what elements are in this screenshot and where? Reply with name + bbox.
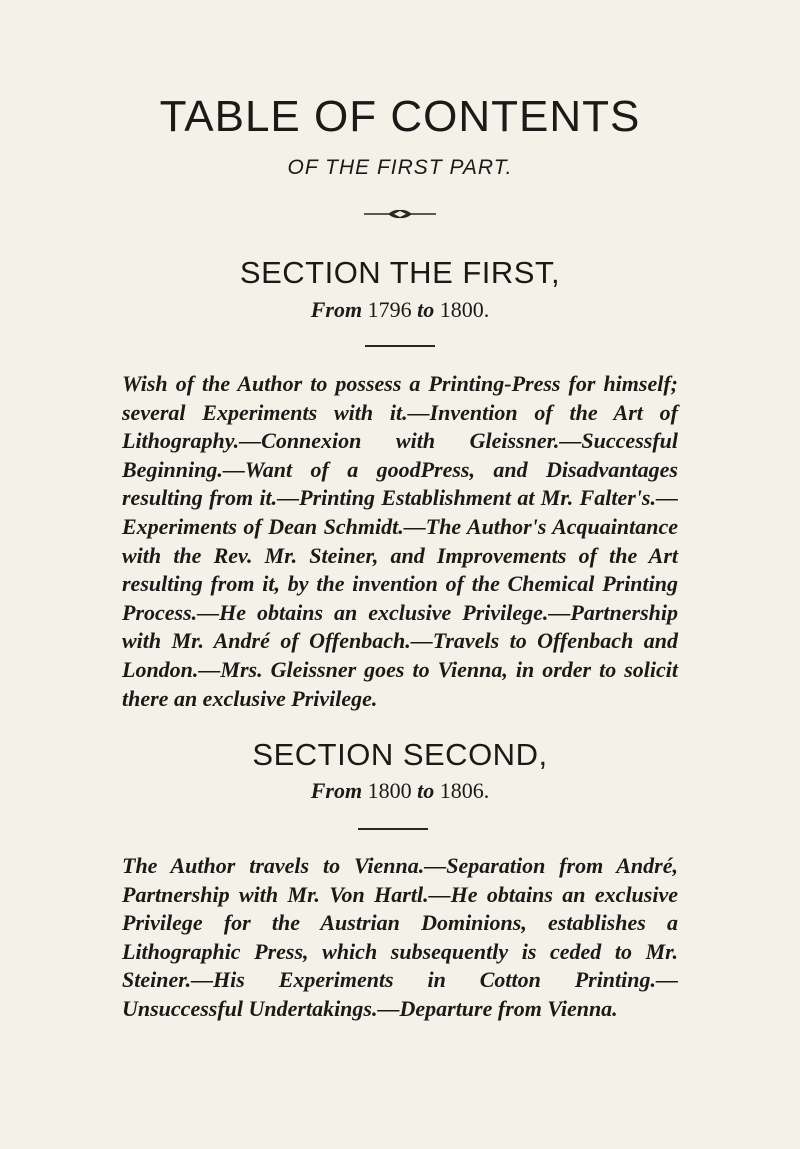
date-start: 1796	[367, 297, 412, 322]
page-title: TABLE OF CONTENTS	[159, 92, 641, 141]
section-summary-first: Wish of the Author to possess a Printing-Press for himself; several Experiments with it.—Invention of the Art of Lithography.—Connexion with Gleissner.—Successful Beginning.—Want of a goodPress, and Disadvantages resulting from it.—Printing Establishment at Mr. Falter's.—Experiments of Dean Schmidt.—The Author's Acquaintance with the Rev. Mr. Steiner, and Improvements of the Art resulting from it, by the invention of the Chemical Printing Process.—He obtains an exclusive Privilege.—Partnership with Mr. André of Offenbach.—Travels to Offenbach and London.—Mrs. Gleissner goes to Vienna, in order to solicit there an exclusive Privilege.	[122, 371, 678, 711]
date-end: 1806.	[439, 778, 490, 803]
page-subtitle: OF THE FIRST PART.	[287, 156, 513, 179]
date-joiner: to	[417, 778, 435, 803]
date-prefix: From	[310, 778, 363, 803]
date-start: 1800	[367, 778, 412, 803]
section-date-second	[0, 778, 800, 804]
date-end: 1800.	[439, 297, 490, 322]
date-prefix: From	[310, 297, 363, 322]
section-rule	[358, 828, 428, 830]
date-joiner: to	[417, 297, 435, 322]
section-heading-second: SECTION SECOND,	[252, 737, 548, 772]
section-rule	[365, 345, 435, 347]
section-heading-first: SECTION THE FIRST,	[239, 255, 561, 290]
section-date-first	[0, 297, 800, 323]
ornament-divider	[364, 208, 436, 220]
section-summary-second: The Author travels to Vienna.—Separation from André, Partnership with Mr. Von Hartl.—He obtains an exclusive Privilege for the Austrian Dominions, establishes a Lithographic Press, which subsequently is ceded to Mr. Steiner.—His Experiments in Cotton Printing.—Unsuccessful Undertakings.—Departure from Vienna.	[122, 853, 678, 1021]
